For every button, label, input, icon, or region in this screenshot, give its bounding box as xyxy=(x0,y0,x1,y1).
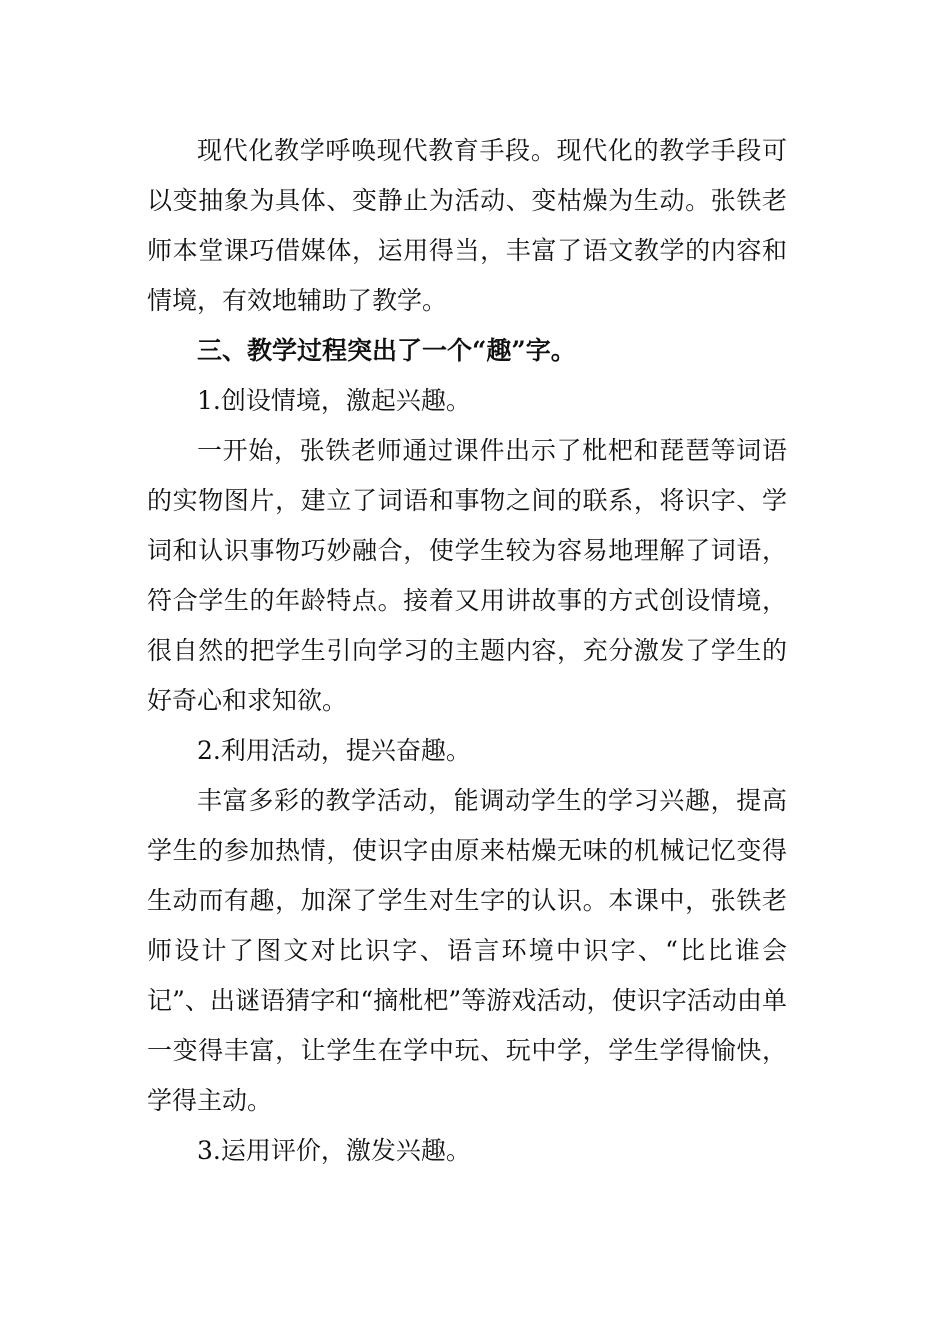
subheading-use-activities: 2.利用活动，提兴奋趣。 xyxy=(197,736,471,765)
section-heading-interest: 三、教学过程突出了一个“趣”字。 xyxy=(197,336,576,365)
document-body xyxy=(147,126,787,1176)
paragraph-modern-teaching-means: 现代化教学呼唤现代教育手段。现代化的教学手段可以变抽象为具体、变静止为活动、变枯燥为生动。张铁老师本堂课巧借媒体，运用得当，丰富了语文教学的内容和情境，有效地辅助了教学。 xyxy=(147,136,787,315)
subheading-create-situation: 1.创设情境，激起兴趣。 xyxy=(197,386,471,415)
subheading-use-evaluation: 3.运用评价，激发兴趣。 xyxy=(197,1136,471,1165)
paragraph-use-activities: 丰富多彩的教学活动，能调动学生的学习兴趣，提高学生的参加热情，使识字由原来枯燥无味的机械记忆变得生动而有趣，加深了学生对生字的认识。本课中，张铁老师设计了图文对比识字、语言环境中识字、“比比谁会记”、出谜语猜字和“摘枇杷”等游戏活动，使识字活动由单一变得丰富，让学生在学中玩、玩中学，学生学得愉快，学得主动。 xyxy=(147,786,787,1115)
paragraph-create-situation: 一开始，张铁老师通过课件出示了枇杷和琵琶等词语的实物图片，建立了词语和事物之间的联系，将识字、学词和认识事物巧妙融合，使学生较为容易地理解了词语，符合学生的年龄特点。接着又用讲故事的方式创设情境，很自然的把学生引向学习的主题内容，充分激发了学生的好奇心和求知欲。 xyxy=(147,436,787,715)
